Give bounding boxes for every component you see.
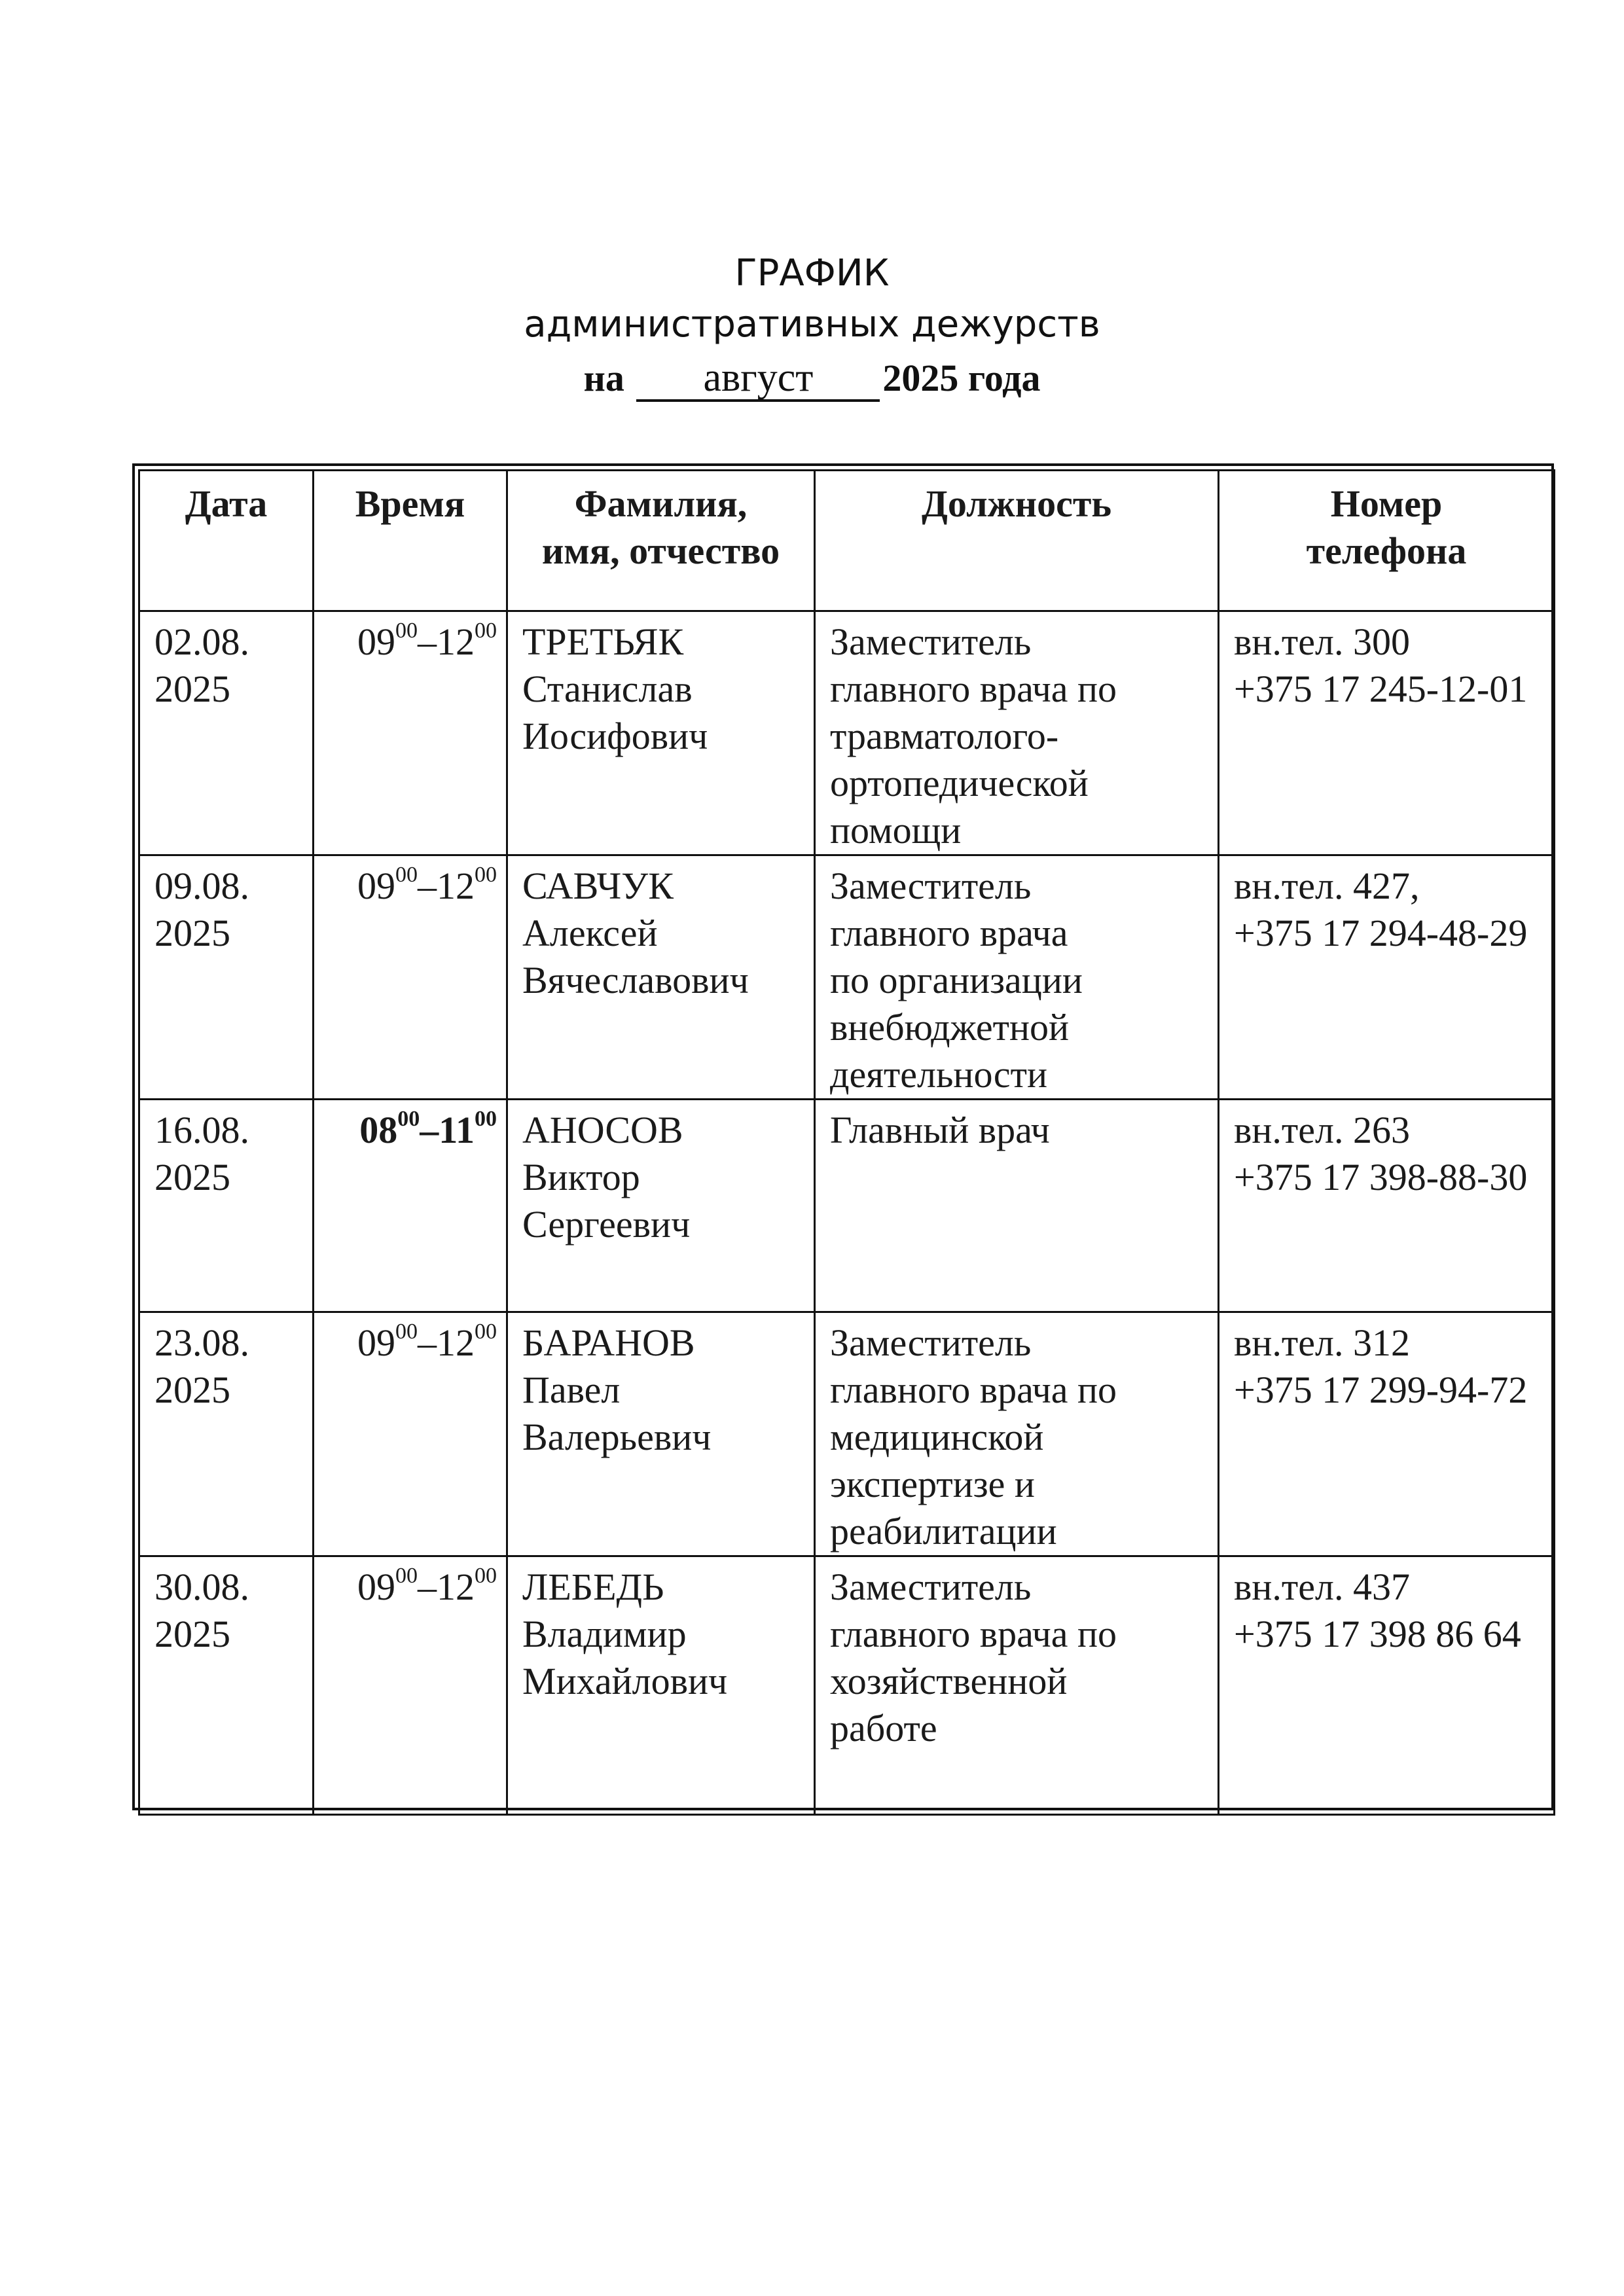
name-cell: САВЧУК Алексей Вячеславович [507,855,815,1100]
time-cell: $09^{00}-12^{00}$ [314,1312,507,1556]
column-header-time: Время [314,471,507,611]
position-cell: Заместитель главного врача по медицинской экспертизе и реабилитации [815,1312,1219,1556]
date-cell: 16.08. 2025 [139,1100,314,1312]
table-row [139,855,1555,1100]
document-title: ГРАФИК [734,252,890,295]
name-cell: ЛЕБЕДЬ Владимир Михайлович [507,1556,815,1815]
duty-schedule-table [132,463,1554,1810]
column-header-position: Должность [815,471,1219,611]
document-period [0,352,1624,404]
period-suffix: 2025 года [882,357,1041,399]
date-cell: 23.08. 2025 [139,1312,314,1556]
column-header-phone: Номер телефона [1219,471,1555,611]
phone-cell: вн.тел. 312 +375 17 299-94-72 [1219,1312,1555,1556]
position-cell: Главный врач [815,1100,1219,1312]
position-cell: Заместитель главного врача по травматолого- ортопедической помощи [815,611,1219,855]
phone-cell: вн.тел. 427, +375 17 294-48-29 [1219,855,1555,1100]
phone-cell: вн.тел. 263 +375 17 398-88-30 [1219,1100,1555,1312]
table-row [139,1100,1555,1312]
time-cell: $08^{00}-11^{00}$ [314,1100,507,1312]
time-cell: $09^{00}-12^{00}$ [314,611,507,855]
table-row [139,1312,1555,1556]
time-cell: $09^{00}-12^{00}$ [314,855,507,1100]
phone-cell: вн.тел. 437 +375 17 398 86 64 [1219,1556,1555,1815]
period-prefix: на [583,357,624,399]
time-cell: $09^{00}-12^{00}$ [314,1556,507,1815]
name-cell: ТРЕТЬЯК Станислав Иосифович [507,611,815,855]
position-cell: Заместитель главного врача по организации внебюджетной деятельности [815,855,1219,1100]
table-row [139,1556,1555,1815]
period-month: август [636,356,880,402]
document-subtitle: административных дежурств [524,303,1100,346]
position-cell: Заместитель главного врача по хозяйственной работе [815,1556,1219,1815]
date-cell: 02.08. 2025 [139,611,314,855]
column-header-date: Дата [139,471,314,611]
date-cell: 30.08. 2025 [139,1556,314,1815]
column-header-name: Фамилия, имя, отчество [507,471,815,611]
date-cell: 09.08. 2025 [139,855,314,1100]
name-cell: АНОСОВ Виктор Сергеевич [507,1100,815,1312]
name-cell: БАРАНОВ Павел Валерьевич [507,1312,815,1556]
table-header-row [139,471,1555,611]
phone-cell: вн.тел. 300 +375 17 245-12-01 [1219,611,1555,855]
table-row [139,611,1555,855]
